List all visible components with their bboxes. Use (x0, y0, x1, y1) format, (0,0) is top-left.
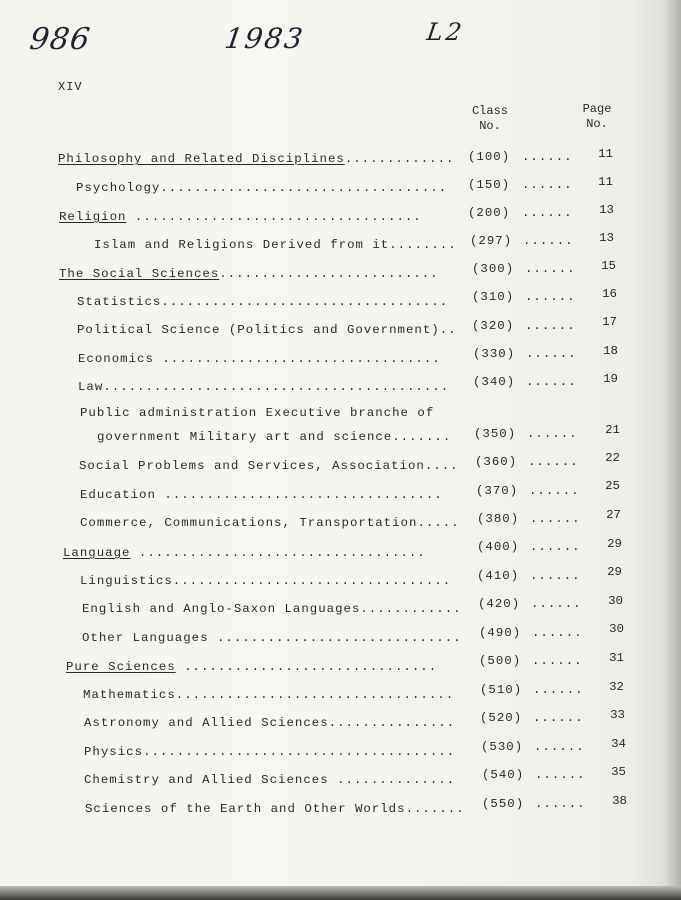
toc-dots: ...... (522, 150, 573, 164)
section-number: XIV (58, 80, 83, 94)
toc-entry-title: Sciences of the Earth and Other Worlds (85, 802, 406, 816)
toc-class-number: (490) (479, 626, 522, 640)
toc-class-number: (310) (472, 290, 515, 304)
toc-dots: ...... (525, 262, 576, 276)
toc-class-number: (100) (468, 150, 511, 164)
toc-page-number: 33 (610, 708, 625, 722)
toc-class-number: (330) (473, 347, 516, 361)
page-header-line2: No. (586, 117, 608, 131)
toc-dots: ...... (535, 768, 586, 782)
page-edge-shadow (663, 0, 681, 900)
toc-entry (59, 265, 470, 283)
toc-entry-title: Linguistics (80, 574, 173, 588)
toc-entry-title: Commerce, Communications, Transportation (80, 516, 418, 530)
toc-entry (79, 457, 474, 475)
toc-page-number: 22 (605, 451, 620, 465)
toc-entry-title: Psychology (76, 181, 161, 195)
toc-entry-title: Pure Sciences (66, 660, 176, 674)
toc-entry-title: government Military art and science (97, 430, 393, 444)
toc-dots: ...... (530, 540, 581, 554)
toc-entry-title: Social Problems and Services, Association (79, 459, 425, 473)
toc-leader: ........ (389, 238, 457, 252)
toc-page-number: 11 (598, 175, 613, 189)
toc-page-number: 30 (608, 594, 623, 608)
toc-page-number: 35 (611, 765, 626, 779)
toc-dots: ...... (529, 484, 580, 498)
page-number-header (575, 102, 619, 132)
toc-leader: .... (424, 459, 459, 473)
toc-class-number: (300) (472, 262, 515, 276)
toc-dots: ...... (533, 683, 584, 697)
toc-leader: .................................. (130, 546, 426, 560)
toc-page-number: 13 (599, 203, 614, 217)
toc-leader: ............ (360, 602, 462, 616)
toc-entry (58, 150, 468, 168)
toc-entry (84, 743, 481, 761)
toc-leader: .................................. (160, 181, 448, 195)
toc-page-number: 25 (605, 479, 620, 493)
toc-entry (59, 208, 468, 226)
toc-dots: ...... (534, 740, 585, 754)
toc-entry (78, 378, 473, 396)
toc-class-number: (530) (481, 740, 524, 754)
toc-dots: ...... (531, 597, 582, 611)
toc-dots: ...... (530, 512, 581, 526)
toc-page-number: 30 (609, 622, 624, 636)
toc-entry-title: Physics (84, 745, 144, 759)
toc-entry-title: Astronomy and Allied Sciences (84, 716, 329, 730)
toc-class-number: (340) (473, 375, 516, 389)
toc-class-number: (200) (468, 206, 511, 220)
toc-entry (80, 514, 476, 532)
toc-dots: ...... (522, 178, 573, 192)
toc-dots: ...... (532, 626, 583, 640)
toc-page-number: 17 (602, 315, 617, 329)
toc-page-number: 15 (601, 259, 616, 273)
toc-leader: ................................. (153, 352, 441, 366)
toc-leader: .......................... (219, 267, 439, 281)
toc-entry-title: Economics (78, 352, 154, 366)
toc-dots: ...... (525, 319, 576, 333)
toc-class-number: (510) (480, 683, 523, 697)
toc-leader: ................................. (155, 488, 443, 502)
toc-leader: .. (439, 323, 457, 337)
toc-dots: ...... (527, 427, 578, 441)
class-number-header (462, 104, 518, 134)
toc-dots: ...... (526, 375, 577, 389)
toc-class-number: (360) (475, 455, 518, 469)
class-header-line1: Class (471, 104, 508, 118)
toc-page-number: 11 (598, 147, 613, 161)
toc-page-number: 18 (603, 344, 618, 358)
toc-page-number: 31 (609, 651, 624, 665)
toc-entry (85, 800, 482, 818)
toc-class-number: (320) (472, 319, 515, 333)
toc-entry-title: Political Science (Politics and Government) (77, 323, 440, 337)
toc-page-number: 27 (606, 508, 621, 522)
toc-leader: .............................. (175, 660, 438, 674)
toc-class-number: (550) (482, 797, 525, 811)
toc-dots: ...... (526, 347, 577, 361)
toc-page-number: 29 (607, 565, 622, 579)
toc-dots: ...... (523, 234, 574, 248)
toc-leader: ............. (344, 152, 455, 166)
toc-class-number: (380) (477, 512, 520, 526)
toc-class-number: (297) (470, 234, 513, 248)
toc-entry (94, 236, 468, 254)
toc-page-number: 21 (605, 423, 620, 437)
toc-leader: ............... (328, 716, 456, 730)
toc-entry (80, 486, 475, 504)
toc-leader: .................................. (126, 210, 422, 224)
toc-entry-title: Language (63, 546, 131, 560)
toc-leader: ....... (392, 430, 452, 444)
toc-class-number: (540) (482, 768, 525, 782)
toc-dots: ...... (532, 654, 583, 668)
toc-entry-title: Chemistry and Allied Sciences (84, 773, 329, 787)
toc-entry (80, 572, 477, 590)
toc-entry-title: Law (78, 380, 104, 394)
toc-class-number: (500) (479, 654, 522, 668)
toc-class-number: (370) (476, 484, 519, 498)
toc-entry-title: The Social Sciences (59, 267, 220, 281)
toc-leader: .................................. (161, 295, 449, 309)
toc-leader: ............................. (208, 631, 462, 645)
toc-entry-title: English and Anglo-Saxon Languages (82, 602, 361, 616)
handwritten-ref: 986 (27, 22, 93, 57)
toc-entry-title: Other Languages (82, 631, 209, 645)
toc-entry-title: Statistics (77, 295, 162, 309)
toc-entry-title: Education (80, 488, 156, 502)
toc-leader: ..................................... (143, 745, 456, 759)
toc-entry-multiline-line1: Public administration Executive branche of (80, 406, 435, 420)
toc-entry (82, 600, 478, 618)
toc-page-number: 34 (611, 737, 626, 751)
toc-class-number: (410) (477, 569, 520, 583)
handwritten-mark: L2 (425, 18, 467, 46)
toc-entry (76, 179, 468, 197)
toc-class-number: (150) (468, 178, 511, 192)
scan-bottom-edge (0, 886, 681, 900)
toc-entry (82, 629, 479, 647)
class-header-line2: No. (479, 119, 501, 133)
toc-dots: ...... (530, 569, 581, 583)
toc-entry-title: Religion (59, 210, 127, 224)
toc-entry-title: Mathematics (83, 688, 176, 702)
toc-entry (97, 428, 474, 446)
toc-class-number: (400) (477, 540, 520, 554)
toc-entry (78, 350, 472, 368)
toc-page-number: 19 (603, 372, 618, 386)
toc-leader: ..... (417, 516, 460, 530)
toc-leader: ....... (405, 802, 465, 816)
toc-entry (63, 544, 477, 562)
toc-leader: ................................. (175, 688, 455, 702)
toc-dots: ...... (522, 206, 573, 220)
toc-page-number: 38 (612, 794, 627, 808)
toc-class-number: (420) (478, 597, 521, 611)
toc-entry (77, 321, 471, 339)
toc-entry (66, 658, 479, 676)
toc-class-number: (520) (480, 711, 523, 725)
handwritten-year: 1983 (222, 22, 307, 55)
toc-entry (84, 771, 482, 789)
toc-dots: ...... (528, 455, 579, 469)
toc-entry-title: Philosophy and Related Disciplines (58, 152, 345, 166)
toc-leader: ................................. (172, 574, 452, 588)
toc-class-number: (350) (474, 427, 517, 441)
toc-dots: ...... (525, 290, 576, 304)
toc-page-number: 29 (607, 537, 622, 551)
toc-page-number: 13 (599, 231, 614, 245)
toc-entry-title: Islam and Religions Derived from it (94, 238, 390, 252)
toc-page-number: 32 (609, 680, 624, 694)
page-header-line1: Page (582, 102, 612, 116)
toc-entry (84, 714, 480, 732)
toc-dots: ...... (535, 797, 586, 811)
toc-entry (77, 293, 471, 311)
toc-entry (83, 686, 480, 704)
toc-dots: ...... (533, 711, 584, 725)
toc-leader: ......................................... (103, 380, 450, 394)
toc-page-number: 16 (602, 287, 617, 301)
toc-leader: .............. (328, 773, 456, 787)
